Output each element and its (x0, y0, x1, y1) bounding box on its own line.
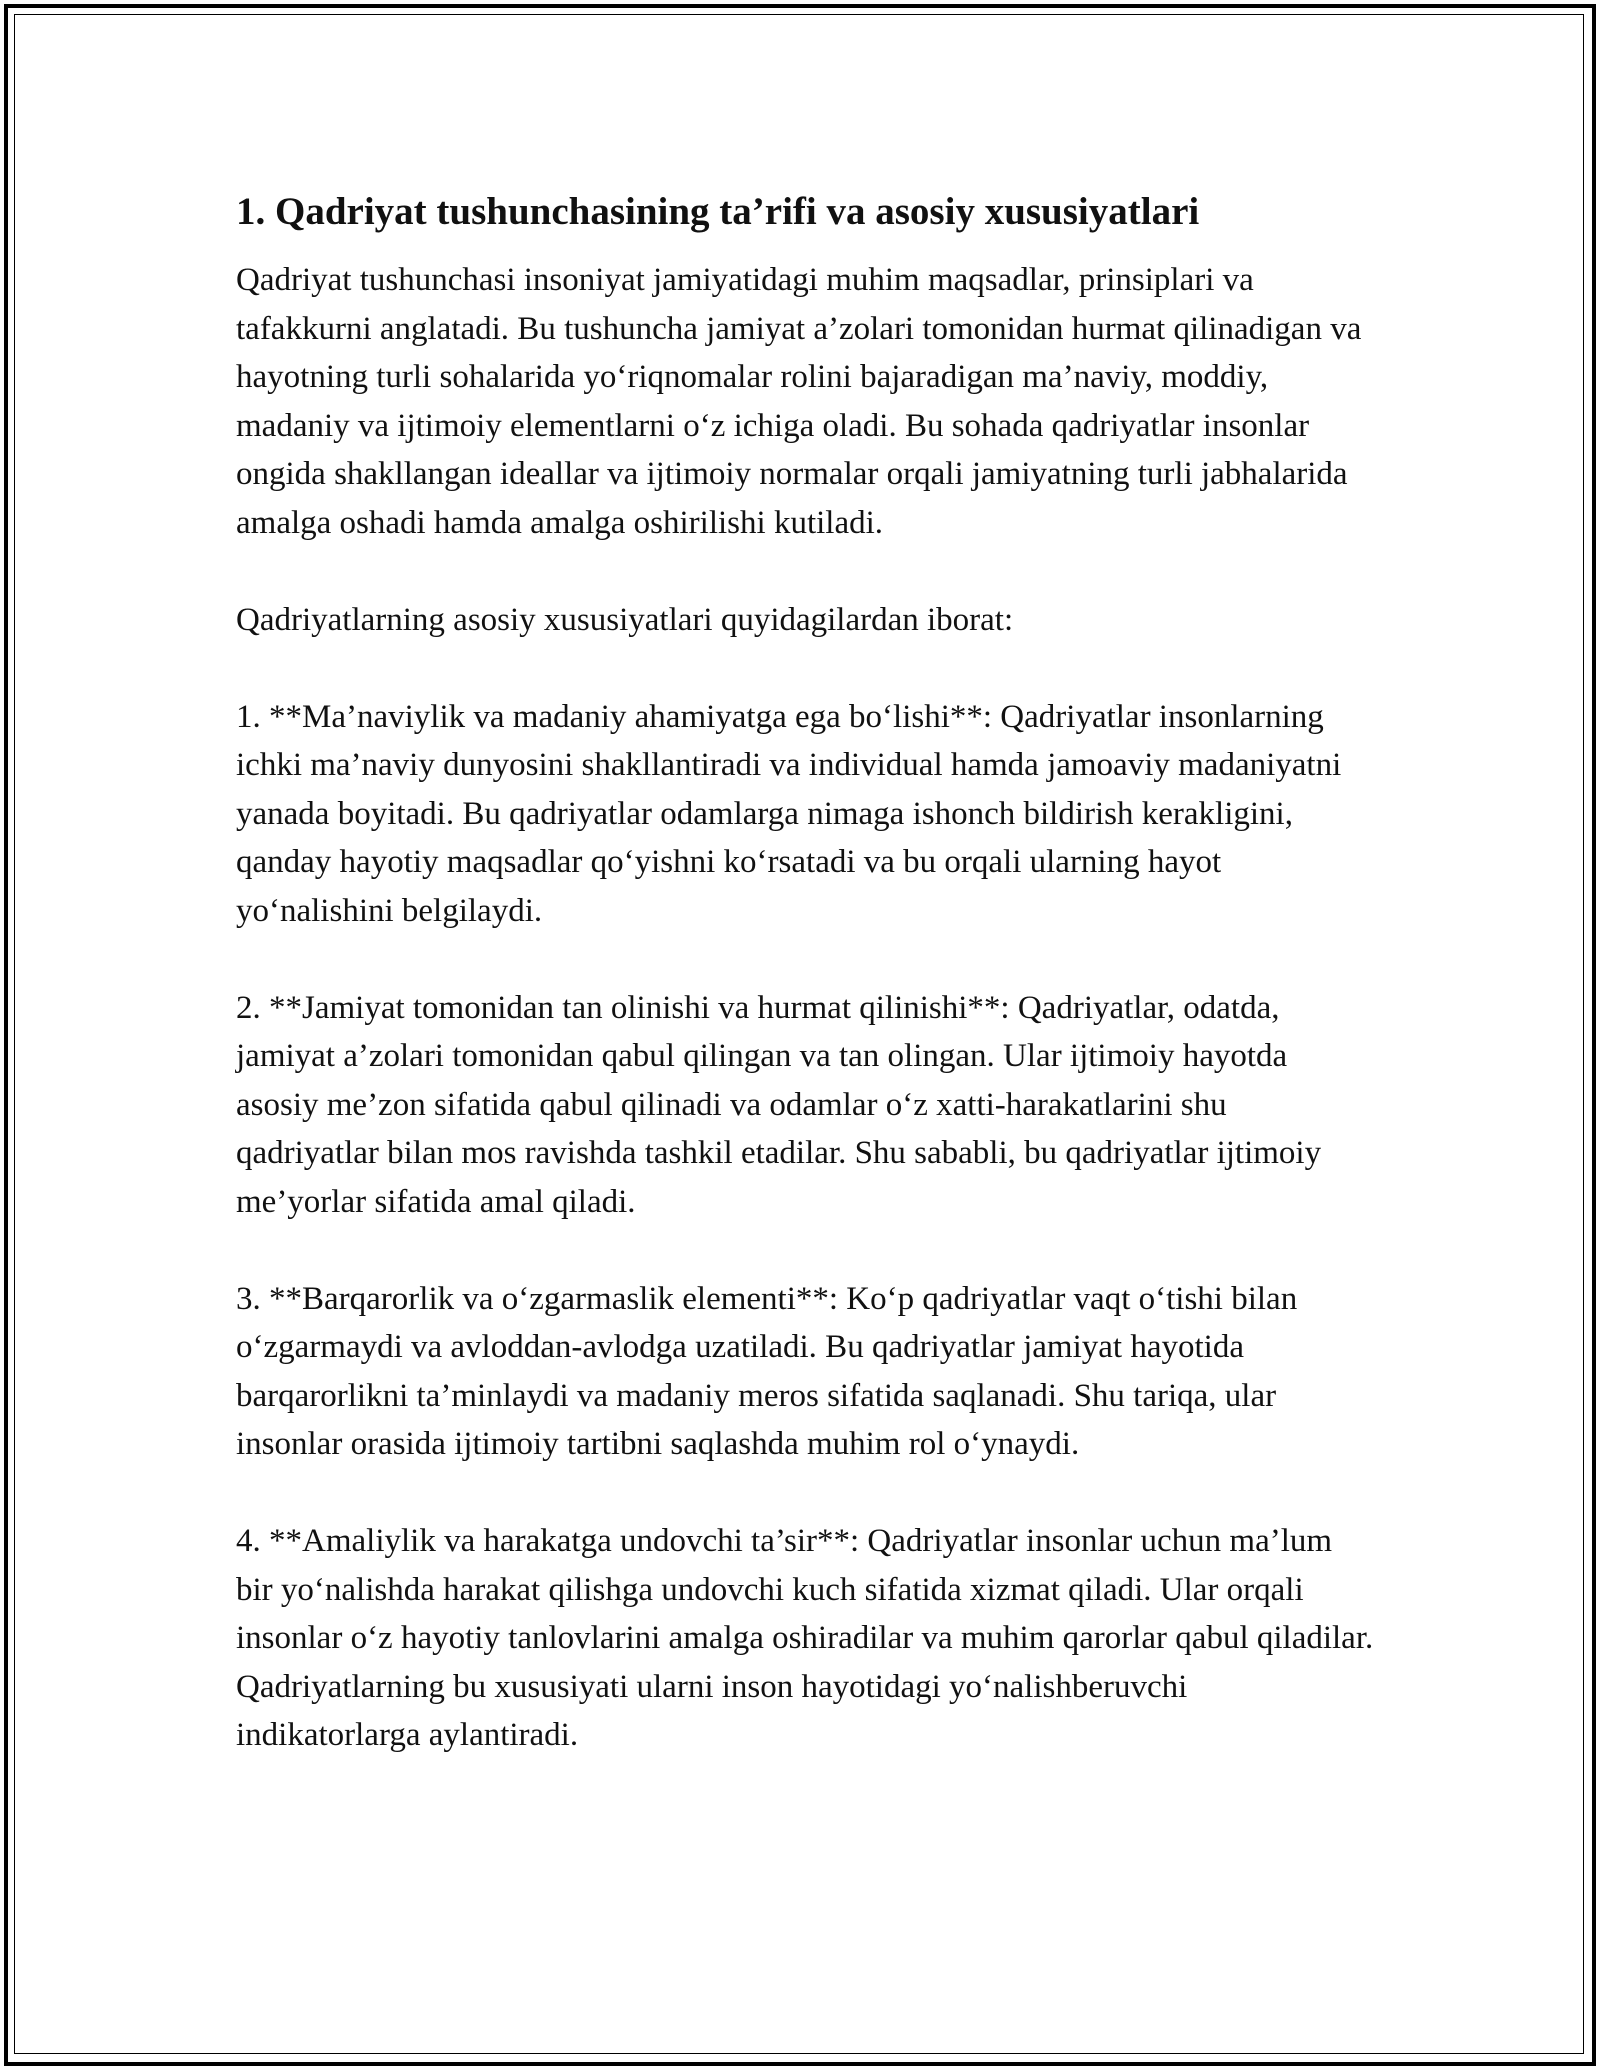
feature-item-4: 4. **Amaliylik va harakatga undovchi ta’sir**: Qadriyatlar insonlar uchun ma’lum bir yo‘nalishda harakat qilishga undovchi kuch sifatida xizmat qiladi. Ular orqali insonlar o‘z hayotiy tanlovlarini amalga oshiradilar va muhim qarorlar qabul qiladilar. Qadriyatlarning bu xususiyati ularni inson hayotidagi yo‘nalishberuvchi indikatorlarga aylantiradi. (236, 1523, 1374, 1753)
intro-paragraph: Qadriyat tushunchasi insoniyat jamiyatidagi muhim maqsadlar, prinsiplari va tafakkurni anglatadi. Bu tushuncha jamiyat a’zolari tomonidan hurmat qilinadigan va hayotning turli sohalarida yo‘riqnomalar rolini bajaradigan ma’naviy, moddiy, madaniy va ijtimoiy elementlarni o‘z ichiga oladi. Bu sohada qadriyatlar insonlar ongida shakllangan ideallar va ijtimoiy normalar orqali jamiyatning turli jabhalarida amalga oshadi hamda amalga oshirilishi kutiladi. (236, 262, 1362, 541)
feature-item-2: 2. **Jamiyat tomonidan tan olinishi va hurmat qilinishi**: Qadriyatlar, odatda, jamiyat a’zolari tomonidan qabul qilingan va tan olingan. Ular ijtimoiy hayotda asosiy me’zon sifatida qabul qilinadi va odamlar o‘z xatti-harakatlarini shu qadriyatlar bilan mos ravishda tashkil etadilar. Shu sababli, bu qadriyatlar ijtimoiy me’yorlar sifatida amal qiladi. (236, 989, 1322, 1220)
features-lead-paragraph: Qadriyatlarning asosiy xususiyatlari quyidagilardan iborat: (236, 601, 1014, 638)
feature-item-1: 1. **Ma’naviylik va madaniy ahamiyatga ega bo‘lishi**: Qadriyatlar insonlarning ichki ma’naviy dunyosini shakllantiradi va individual hamda jamoaviy madaniyatni yanada boyitadi. Bu qadriyatlar odamlarga nimaga ishonch bildirish kerakligini, qanday hayotiy maqsadlar qo‘yishni ko‘rsatadi va bu orqali ularning hayot yo‘nalishini belgilaydi. (236, 698, 1342, 929)
section-heading: 1. Qadriyat tushunchasining ta’rifi va asosiy xususiyatlari (236, 190, 1200, 233)
feature-item-3: 3. **Barqarorlik va o‘zgarmaslik elementi**: Ko‘p qadriyatlar vaqt o‘tishi bilan o‘zgarmaydi va avloddan-avlodga uzatiladi. Bu qadriyatlar jamiyat hayotida barqarorlikni ta’minlaydi va madaniy meros sifatida saqlanadi. Shu tariqa, ular insonlar orasida ijtimoiy tartibni saqlashda muhim rol o‘ynaydi. (236, 1280, 1298, 1462)
document-body (236, 186, 1376, 1808)
